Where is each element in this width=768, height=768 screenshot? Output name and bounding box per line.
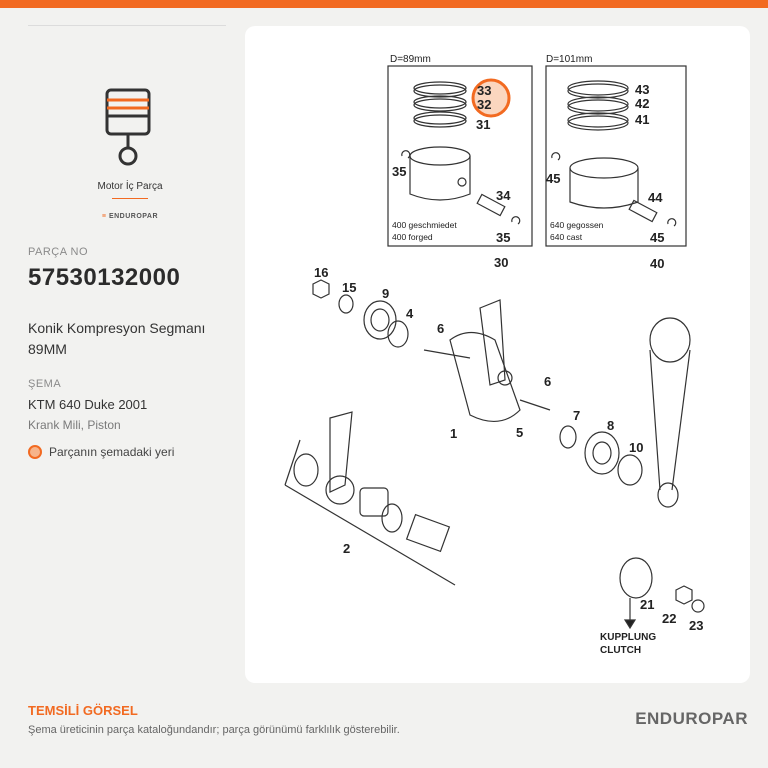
category-card (70, 80, 190, 220)
rings-101 (568, 81, 628, 130)
part-number: 57530132000 (28, 264, 181, 291)
callout-45a: 45 (546, 171, 561, 186)
part-name: Konik Kompresyon Segmanı 89MM (28, 320, 206, 357)
conrod-2 (285, 412, 458, 585)
schema-label: ŞEMA (28, 378, 62, 390)
callout-15: 15 (342, 280, 357, 295)
top-accent-bar (0, 0, 768, 8)
schema-sub: Krank Mili, Piston (28, 418, 121, 432)
callout-10: 10 (629, 440, 644, 455)
part-no-label: PARÇA NO (28, 246, 89, 258)
nut-16 (313, 280, 329, 298)
diagram-panel (245, 26, 750, 683)
bearing-9 (364, 301, 396, 339)
gear-21 (620, 558, 652, 598)
piston-89 (410, 147, 470, 200)
timing-chain (650, 318, 690, 507)
callout-7: 7 (573, 408, 581, 423)
callout-9: 9 (382, 286, 390, 301)
callout-43: 43 (635, 82, 650, 97)
callout-31: 31 (476, 117, 491, 132)
pin-2 (407, 515, 450, 552)
legend (28, 445, 174, 459)
circlip-101 (552, 153, 560, 160)
callout-21: 21 (640, 597, 655, 612)
rings-89 (414, 82, 466, 127)
box-title-101: D=101mm (546, 54, 593, 65)
note-89-1: 400 geschmiedet (392, 220, 457, 230)
callout-4: 4 (406, 306, 414, 321)
clutch-label-1: KUPPLUNG (600, 632, 657, 643)
legend-text: Parçanın şemadaki yeri (49, 445, 175, 459)
circlip-89 (402, 151, 410, 158)
brand-logo-small: ≡ ENDUROPAR (101, 213, 159, 220)
footer-title: TEMSİLİ GÖRSEL (28, 703, 138, 718)
ring-2a (294, 454, 318, 486)
crankshaft-1 (424, 300, 550, 421)
callout-35b: 35 (496, 230, 511, 245)
callout-42: 42 (635, 96, 650, 111)
callout-23: 23 (689, 618, 704, 633)
sidebar-divider (28, 25, 226, 26)
clutch-arrowhead-icon (625, 620, 635, 628)
footer-note: Şema üreticinin parça kataloğundandır; parça görünümü farklılık gösterebilir. (28, 724, 400, 736)
callout-2: 2 (343, 541, 351, 556)
ring-2b (382, 504, 402, 532)
nut-22 (676, 586, 692, 604)
footer-brand-logo: ENDUROPAR (635, 709, 748, 728)
callout-6a: 6 (437, 321, 445, 336)
caption-underline (112, 198, 148, 199)
callout-33: 33 (477, 83, 492, 98)
washer-15 (339, 295, 353, 313)
callout-22: 22 (662, 611, 677, 626)
washer-23 (692, 600, 704, 612)
callout-16: 16 (314, 265, 329, 280)
bearing-8 (585, 432, 619, 474)
seal-10 (618, 455, 642, 485)
schema-model: KTM 640 Duke 2001 (28, 397, 148, 412)
callout-45b: 45 (650, 230, 665, 245)
needle-bearing (360, 488, 388, 516)
note-101-1: 640 gegossen (550, 220, 604, 230)
washer-7 (560, 426, 576, 448)
piston-101 (570, 158, 638, 208)
callout-32: 32 (477, 97, 492, 112)
callout-34: 34 (496, 188, 511, 203)
circlip-89b (512, 217, 520, 224)
piston-icon (70, 80, 190, 170)
box-title-89: D=89mm (390, 54, 431, 65)
highlight-dot-icon (28, 445, 42, 459)
callout-1: 1 (450, 426, 458, 441)
callout-44: 44 (648, 190, 663, 205)
category-caption: Motor İç Parça (97, 181, 163, 192)
callout-41: 41 (635, 112, 650, 127)
callout-40: 40 (650, 256, 665, 271)
note-89-2: 400 forged (392, 232, 433, 242)
callout-35a: 35 (392, 164, 407, 179)
circlip-101b (668, 219, 676, 226)
callout-30: 30 (494, 255, 509, 270)
note-101-2: 640 cast (550, 232, 583, 242)
exploded-diagram (245, 26, 750, 683)
callout-6b: 6 (544, 374, 552, 389)
callout-5: 5 (516, 425, 524, 440)
clutch-label-2: CLUTCH (600, 645, 642, 656)
callout-8: 8 (607, 418, 615, 433)
